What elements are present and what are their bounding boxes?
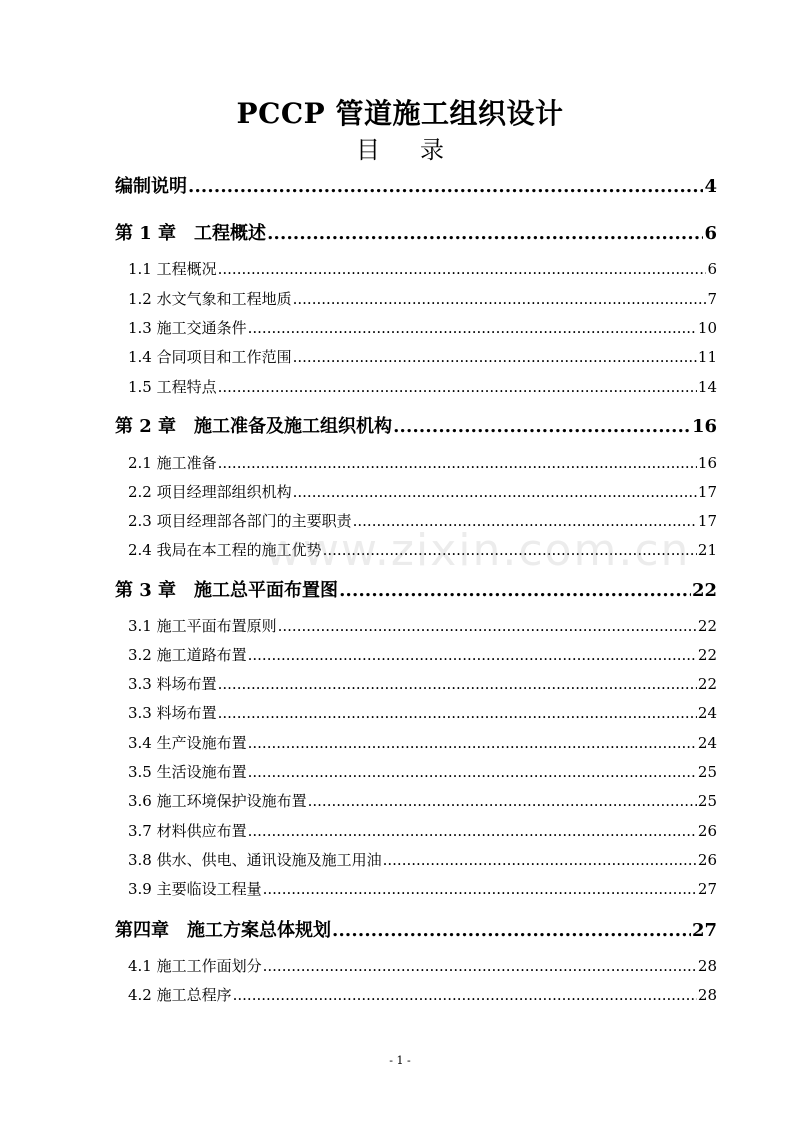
toc-entry-page-number: 6 (707, 260, 717, 278)
toc-section-entry[interactable] (115, 317, 717, 338)
toc-entry-page-number: 10 (697, 319, 717, 337)
toc-dot-leader (308, 792, 697, 810)
toc-entry-label: 3.7 材料供应布置 (128, 822, 247, 840)
toc-dot-leader (218, 378, 697, 396)
toc-dot-leader (218, 260, 707, 278)
toc-dot-leader (188, 176, 703, 197)
toc-dot-leader (263, 880, 697, 898)
toc-entry-page-number: 7 (707, 290, 717, 308)
toc-entry-page-number: 16 (697, 454, 717, 472)
toc-entry-page-number: 17 (697, 483, 717, 501)
toc-entry-label: 3.3 料场布置 (128, 704, 217, 722)
toc-dot-leader (393, 416, 691, 437)
toc-dot-leader (332, 920, 691, 941)
toc-section-entry[interactable] (115, 673, 717, 694)
toc-dot-leader (248, 734, 697, 752)
toc-section-entry[interactable] (115, 849, 717, 870)
toc-entry-page-number: 27 (691, 920, 717, 941)
toc-heading-char-1: 目 (356, 136, 380, 164)
toc-chapter-entry[interactable] (115, 172, 717, 198)
toc-entry-label: 1.5 工程特点 (128, 378, 217, 396)
toc-dot-leader (263, 957, 697, 975)
toc-section-entry[interactable] (115, 761, 717, 782)
toc-entry-label: 2.2 项目经理部组织机构 (128, 483, 292, 501)
toc-entry-page-number: 22 (697, 646, 717, 664)
toc-dot-leader (383, 851, 697, 869)
toc-entry-label: 3.1 施工平面布置原则 (128, 617, 277, 635)
toc-section-entry[interactable] (115, 288, 717, 309)
toc-section-entry[interactable] (115, 984, 717, 1005)
toc-entry-page-number: 6 (704, 223, 717, 244)
toc-section-entry[interactable] (115, 452, 717, 473)
toc-entry-label: 4.1 施工工作面划分 (128, 957, 262, 975)
toc-dot-leader (218, 675, 697, 693)
toc-dot-leader (293, 483, 697, 501)
toc-entry-label: 3.6 施工环境保护设施布置 (128, 792, 307, 810)
toc-dot-leader (293, 290, 707, 308)
toc-dot-leader (233, 986, 697, 1004)
toc-dot-leader (339, 580, 691, 601)
toc-entry-page-number: 14 (697, 378, 717, 396)
toc-entry-label: 1.3 施工交通条件 (128, 319, 247, 337)
toc-entry-page-number: 28 (697, 986, 717, 1004)
toc-entry-label: 第 2 章 施工准备及施工组织机构 (115, 416, 393, 437)
toc-entry-label: 4.2 施工总程序 (128, 986, 232, 1004)
page-number-footer: - 1 - (389, 1054, 411, 1067)
toc-entry-page-number: 17 (697, 512, 717, 530)
toc-entry-label: 2.4 我局在本工程的施工优势 (128, 541, 322, 559)
toc-entry-page-number: 22 (697, 617, 717, 635)
toc-chapter-entry[interactable] (115, 219, 717, 245)
toc-dot-leader (218, 704, 697, 722)
toc-dot-leader (248, 319, 697, 337)
toc-section-entry[interactable] (115, 955, 717, 976)
toc-dot-leader (218, 454, 697, 472)
toc-entry-page-number: 26 (697, 851, 717, 869)
toc-entry-page-number: 4 (704, 176, 717, 197)
toc-entry-page-number: 25 (697, 763, 717, 781)
toc-entry-page-number: 25 (697, 792, 717, 810)
toc-entry-page-number: 26 (697, 822, 717, 840)
toc-entry-page-number: 27 (697, 880, 717, 898)
toc-entry-label: 3.2 施工道路布置 (128, 646, 247, 664)
toc-section-entry[interactable] (115, 820, 717, 841)
toc-dot-leader (248, 822, 697, 840)
toc-entry-page-number: 22 (697, 675, 717, 693)
toc-dot-leader (278, 617, 697, 635)
toc-chapter-entry[interactable] (115, 916, 717, 942)
toc-section-entry[interactable] (115, 644, 717, 665)
toc-section-entry[interactable] (115, 878, 717, 899)
toc-section-entry[interactable] (115, 702, 717, 723)
toc-entry-label: 3.5 生活设施布置 (128, 763, 247, 781)
toc-entry-label: 3.4 生产设施布置 (128, 734, 247, 752)
toc-entry-label: 编制说明 (115, 176, 187, 197)
document-title: PCCP 管道施工组织设计 (236, 97, 564, 130)
toc-entry-label: 1.1 工程概况 (128, 260, 217, 278)
toc-heading-char-2: 录 (420, 136, 444, 164)
toc-dot-leader (267, 223, 703, 244)
toc-chapter-entry[interactable] (115, 412, 717, 438)
toc-chapter-entry[interactable] (115, 576, 717, 602)
toc-section-entry[interactable] (115, 376, 717, 397)
toc-section-entry[interactable] (115, 481, 717, 502)
toc-entry-page-number: 28 (697, 957, 717, 975)
toc-entry-page-number: 16 (691, 416, 717, 437)
toc-entry-page-number: 22 (691, 580, 717, 601)
toc-section-entry[interactable] (115, 346, 717, 367)
toc-entry-page-number: 11 (697, 348, 717, 366)
toc-section-entry[interactable] (115, 615, 717, 636)
toc-section-entry[interactable] (115, 732, 717, 753)
toc-entry-label: 第 1 章 工程概述 (115, 223, 267, 244)
toc-entry-page-number: 24 (697, 704, 717, 722)
toc-entry-label: 1.2 水文气象和工程地质 (128, 290, 292, 308)
toc-entry-page-number: 21 (697, 541, 717, 559)
toc-entry-label: 3.3 料场布置 (128, 675, 217, 693)
toc-dot-leader (293, 348, 697, 366)
toc-dot-leader (248, 763, 697, 781)
toc-section-entry[interactable] (115, 790, 717, 811)
watermark: www.zixin.com.cn (265, 525, 691, 576)
toc-entry-label: 第四章 施工方案总体规划 (115, 920, 331, 941)
toc-entry-page-number: 24 (697, 734, 717, 752)
toc-entry-label: 2.1 施工准备 (128, 454, 217, 472)
toc-entry-label: 第 3 章 施工总平面布置图 (115, 580, 339, 601)
toc-entry-label: 2.3 项目经理部各部门的主要职责 (128, 512, 352, 530)
toc-dot-leader (248, 646, 697, 664)
toc-entry-label: 3.8 供水、供电、通讯设施及施工用油 (128, 851, 382, 869)
toc-section-entry[interactable] (115, 258, 717, 279)
toc-entry-label: 1.4 合同项目和工作范围 (128, 348, 292, 366)
toc-entry-label: 3.9 主要临设工程量 (128, 880, 262, 898)
toc-heading (0, 130, 800, 165)
